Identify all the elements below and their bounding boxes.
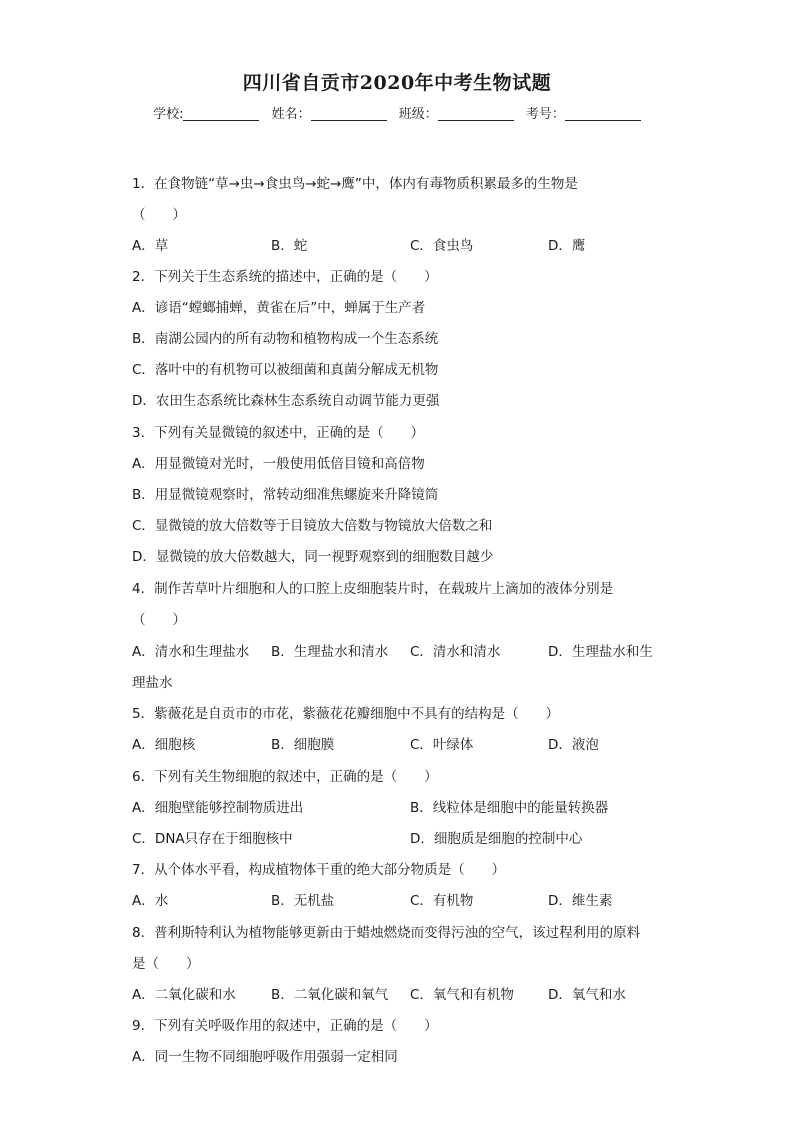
question-6-option-a: A．细胞壁能够控制物质进出: [132, 800, 304, 816]
question-4-option-c: C．清水和清水: [410, 644, 501, 660]
question-3-option-a: A．用显微镜对光时，一般使用低倍目镜和高倍物: [132, 456, 425, 472]
question-8-stem-wrap: 是（ ）: [132, 956, 200, 972]
question-1-stem: 1．在食物链“草→虫→食虫鸟→蛇→鹰”中，体内有毒物质积累最多的生物是: [132, 176, 578, 192]
question-4-stem: 4．制作苦草叶片细胞和人的口腔上皮细胞装片时，在载玻片上滴加的液体分别是: [132, 581, 614, 597]
student-info-row: [0, 103, 794, 122]
question-8-stem: 8．普利斯特利认为植物能够更新由于蜡烛燃烧而变得污浊的空气，该过程利用的原料: [132, 925, 641, 941]
exam-no-field: [526, 103, 641, 122]
question-6-option-c: C．DNA只存在于细胞核中: [132, 831, 293, 847]
question-4-option-b: B．生理盐水和清水: [271, 644, 389, 660]
question-4-paren: （ ）: [132, 612, 186, 628]
question-1-option-d: D．鹰: [548, 238, 586, 254]
exam-no-blank: [565, 106, 641, 121]
question-1-option-b: B．蛇: [271, 238, 308, 254]
question-8-option-d: D．氧气和水: [548, 987, 626, 1003]
question-2-option-a: A．谚语“螳螂捕蝉，黄雀在后”中，蝉属于生产者: [132, 300, 426, 316]
question-5-option-c: C．叶绿体: [410, 737, 474, 753]
question-1-paren: （ ）: [132, 207, 186, 223]
name-label: 姓名：: [271, 107, 311, 122]
question-8-option-c: C．氧气和有机物: [410, 987, 514, 1003]
question-7-stem: 7．从个体水平看，构成植物体干重的绝大部分物质是（ ）: [132, 862, 506, 878]
question-5-option-b: B．细胞膜: [271, 737, 335, 753]
question-5-option-d: D．液泡: [548, 737, 599, 753]
question-9-option-a: A．同一生物不同细胞呼吸作用强弱一定相同: [132, 1049, 398, 1065]
question-2-option-b: B．南湖公园内的所有动物和植物构成一个生态系统: [132, 331, 439, 347]
question-7-option-d: D．维生素: [548, 893, 613, 909]
question-7-option-a: A．水: [132, 893, 169, 909]
question-6-option-d: D．细胞质是细胞的控制中心: [410, 831, 583, 847]
class-field: [399, 103, 514, 122]
question-5-stem: 5．紫薇花是自贡市的市花，紫薇花花瓣细胞中不具有的结构是（ ）: [132, 706, 560, 722]
question-2-option-d: D．农田生态系统比森林生态系统自动调节能力更强: [132, 393, 440, 409]
question-6-stem: 6．下列有关生物细胞的叙述中，正确的是（ ）: [132, 769, 438, 785]
question-2-stem: 2．下列关于生态系统的描述中，正确的是（ ）: [132, 269, 438, 285]
question-3-option-b: B．用显微镜观察时，常转动细准焦螺旋来升降镜筒: [132, 487, 439, 503]
question-6-option-b: B．线粒体是细胞中的能量转换器: [410, 800, 609, 816]
page-title: 四川省自贡市2020年中考生物试题: [242, 72, 552, 94]
question-5-option-a: A．细胞核: [132, 737, 196, 753]
name-blank: [311, 106, 387, 121]
class-blank: [438, 106, 514, 121]
name-field: [272, 103, 387, 122]
question-3-option-d: D．显微镜的放大倍数越大，同一视野观察到的细胞数目越少: [132, 549, 494, 565]
question-8-option-a: A．二氧化碳和水: [132, 987, 236, 1003]
question-4-option-d-wrap: 理盐水: [132, 675, 173, 691]
question-2-option-c: C．落叶中的有机物可以被细菌和真菌分解成无机物: [132, 362, 439, 378]
question-7-option-c: C．有机物: [410, 893, 474, 909]
question-1-option-c: C．食虫鸟: [410, 238, 474, 254]
question-4-option-a: A．清水和生理盐水: [132, 644, 250, 660]
exam-no-label: 考号：: [525, 107, 565, 122]
question-9-stem: 9．下列有关呼吸作用的叙述中，正确的是（ ）: [132, 1018, 438, 1034]
question-3-option-c: C．显微镜的放大倍数等于目镜放大倍数与物镜放大倍数之和: [132, 518, 493, 534]
school-label: 学校:: [153, 107, 184, 122]
class-label: 班级：: [398, 107, 438, 122]
question-4-option-d: D．生理盐水和生: [548, 644, 653, 660]
question-1-option-a: A．草: [132, 238, 169, 254]
question-7-option-b: B．无机盐: [271, 893, 335, 909]
school-field: [153, 103, 259, 122]
question-8-option-b: B．二氧化碳和氧气: [271, 987, 389, 1003]
school-blank: [183, 106, 259, 121]
question-3-stem: 3．下列有关显微镜的叙述中，正确的是（ ）: [132, 425, 425, 441]
